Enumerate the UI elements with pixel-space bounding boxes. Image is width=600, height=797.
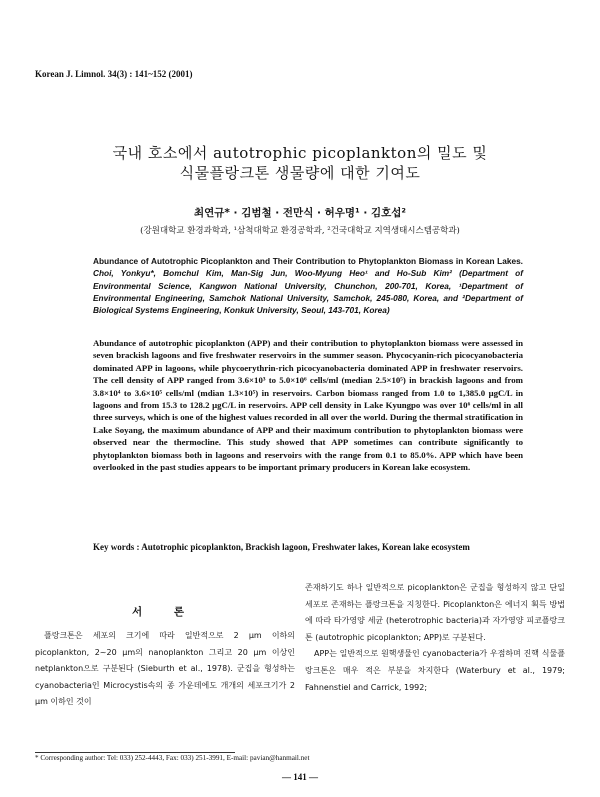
korean-title-line-2: 식물플랑크톤 생물량에 대한 기여도 [179,164,421,182]
right-paragraph-1: 존재하기도 하나 일반적으로 picoplankton은 군집을 형성하지 않고 단일세포로 존재하는 플랑크톤을 지칭한다. Picoplankton은 에너지 획득 방법에 따라 타가영양 세균 (heterotrophic bacteria)과 자가영양 피코플랑크톤 (autotrophic picoplankton; APP)로 구분된다. [305,583,565,642]
journal-citation: Korean J. Limnol. 34(3) : 141~152 (2001) [35,69,193,79]
page-number: — 141 — [282,772,318,782]
section-title-introduction: 서 론 [132,606,198,618]
keywords-text: Autotrophic picoplankton, Brackish lagoon, Freshwater lakes, Korean lake ecosystem [141,542,470,552]
english-title-block [93,255,523,316]
korean-affiliations: (강원대학교 환경과학과, ¹삼척대학교 환경공학과, ²건국대학교 지역생태시스템공학과) [140,226,460,236]
abstract: Abundance of autotrophic picoplankton (APP) and their contribution to phytoplankton biomass were assessed in seven brackish lagoons and five freshwater reservoirs in the summer season. Phycocyanin-rich picocyanobacteria dominated APP in lagoons, while phycoerythrin-rich picocyanobacteria dominated APP in freshwater reservoirs. The cell density of APP ranged from 3.6×10³ to 5.0×10⁶ cells/ml (median 2.5×10⁵) in brackish lagoons and from 3.8×10⁴ to 3.6×10⁵ cells/ml (mdian 1.3×10⁵) in reservoirs. Carbon biomass ranged from 1.0 to 1,385.0 μgC/L in lagoons and from 15.3 to 128.2 μgC/L in reservoirs. APP cell density in Lake Kyungpo was over 10⁶ cells/ml in all three surveys, which is one of the highest values recorded in all over the world. During the thermal stratification in Lake Soyang, the maximum abundance of APP and their maximum contribution to phytoplankton biomass were observed near the thermocline. This study showed that APP sometimes can contribute significantly to phytoplankton biomass both in lagoons and reservoirs with the range from 0.1 to 85.0%. APP which have been overlooked in the past studies appears to be important primary producers in Korean lake ecosystem. [93,338,523,473]
korean-title-line-1: 국내 호소에서 autotrophic picoplankton의 밀도 및 [112,144,488,162]
right-column [305,580,565,696]
footnote-corresponding-author: * Corresponding author: Tel: 033) 252-4443, Fax: 033) 251-3991, E-mail: pavian@hanmail.net [35,754,310,762]
right-paragraph-2: APP는 일반적으로 원핵생물인 cyanobacteria가 우점하며 진핵 식물플랑크톤은 매우 적은 부분을 차지한다 (Waterbury et al., 1979; Fahnenstiel and Carrick, 1992; [305,649,565,692]
english-title: Abundance of Autotrophic Picoplankton and Their Contribution to Phytoplankton Biomass in Korean Lakes. [93,256,523,266]
keywords-block [93,541,523,553]
keywords-label: Key words : [93,542,142,552]
footnote-divider [35,752,235,753]
korean-authors: 최연규* · 김범철 · 전만식 · 허우명¹ · 김호섭² [193,207,407,219]
left-column [35,628,295,711]
left-paragraph-1: 플랑크톤은 세포의 크기에 따라 일반적으로 2 μm 이하의 picoplankton, 2~20 μm의 nanoplankton 그리고 20 μm 이상인 netplankton으로 구분된다 (Sieburth et al., 1978). 군집을 형성하는 cyanobacteria인 Microcystis속의 종 가운데에도 개개의 세포크기가 2 μm 이하인 것이 [35,631,295,707]
english-authors-affiliations: Choi, Yonkyu*, Bomchul Kim, Man-Sig Jun, Woo-Myung Heo¹ and Ho-Sub Kim² (Department of Environmental Science, Kangwon National University, Chunchon, 200-701, Korea, ¹Department of Environmental Engineering, Samchok National University, Samchok, 245-080, Korea, and ²Department of Biological Systems Engineering, Konkuk University, Seoul, 143-701, Korea) [93,268,523,316]
